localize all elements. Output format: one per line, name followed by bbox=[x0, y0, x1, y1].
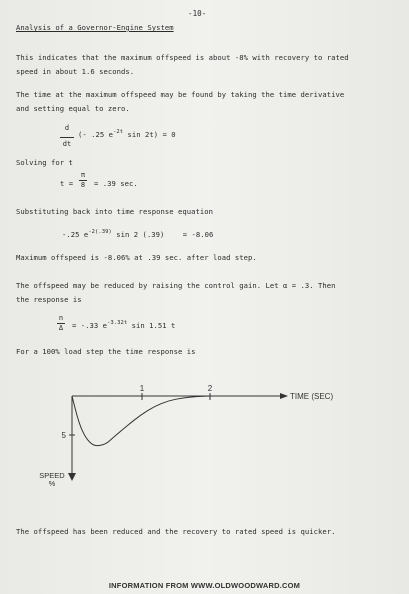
y-axis-label: SPEED bbox=[39, 471, 65, 480]
equation-3-result: = -8.06 bbox=[182, 230, 214, 239]
equation-4-part-a: = -.33 e bbox=[72, 321, 108, 330]
eight-denominator: 8 bbox=[80, 181, 86, 189]
x-tick-label-2: 2 bbox=[207, 384, 213, 393]
equation-3-part-a: -.25 e bbox=[62, 230, 89, 239]
solving-for-t: Solving for t bbox=[16, 158, 73, 167]
paragraph-2-line-1: The time at the maximum offspeed may be found by taking the time derivative bbox=[16, 90, 345, 99]
equation-1-part-b: sin 2t) = 0 bbox=[127, 130, 176, 139]
document-title: Analysis of a Governor-Engine System bbox=[16, 23, 174, 32]
paragraph-3-line-1: The offspeed may be reduced by raising the control gain. Let α = .3. Then bbox=[16, 281, 336, 290]
substituting-text: Substituting back into time response equation bbox=[16, 207, 213, 216]
y-axis-unit: % bbox=[48, 479, 56, 488]
equation-4-part-b: sin 1.51 t bbox=[131, 321, 176, 330]
equation-3-part-b: sin 2 (.39) bbox=[116, 230, 165, 239]
response-curve bbox=[72, 396, 210, 446]
pi-numerator: π bbox=[80, 171, 86, 179]
equation-1-part-a: (- .25 e bbox=[78, 130, 114, 139]
n-numerator: n bbox=[58, 314, 64, 322]
response-series bbox=[72, 396, 210, 446]
x-axis-label: TIME (SEC) bbox=[290, 392, 334, 401]
paragraph-3-line-2: the response is bbox=[16, 295, 82, 304]
derivative-numerator: d bbox=[64, 124, 70, 132]
paragraph-1-line-2: speed in about 1.6 seconds. bbox=[16, 67, 135, 76]
delta-denominator: Δ bbox=[58, 324, 64, 332]
footer-source: INFORMATION FROM WWW.OLDWOODWARD.COM bbox=[108, 581, 301, 590]
paragraph-2-line-2: and setting equal to zero. bbox=[16, 104, 130, 113]
equation-1-exponent: -2t bbox=[113, 129, 124, 135]
y-tick-label-5: 5 bbox=[61, 431, 66, 440]
equation-2-rhs: = .39 sec. bbox=[94, 179, 138, 188]
equation-4-exponent: -3.32t bbox=[107, 320, 128, 326]
derivative-denominator: dt bbox=[62, 140, 72, 148]
paragraph-1-line-1: This indicates that the maximum offspeed is about -8% with recovery to rated bbox=[16, 53, 349, 62]
closing-statement: The offspeed has been reduced and the recovery to rated speed is quicker. bbox=[16, 527, 336, 536]
load-step-intro: For a 100% load step the time response is bbox=[16, 347, 196, 356]
page-number: -10- bbox=[188, 9, 207, 18]
x-tick-label-1: 1 bbox=[139, 384, 145, 393]
equation-2-lhs: t = bbox=[60, 179, 74, 188]
equation-3-exponent: -2(.39) bbox=[88, 229, 112, 235]
speed-axis-arrowhead bbox=[68, 473, 76, 481]
maximum-offspeed-statement: Maximum offspeed is -8.06% at .39 sec. after load step. bbox=[16, 253, 257, 262]
